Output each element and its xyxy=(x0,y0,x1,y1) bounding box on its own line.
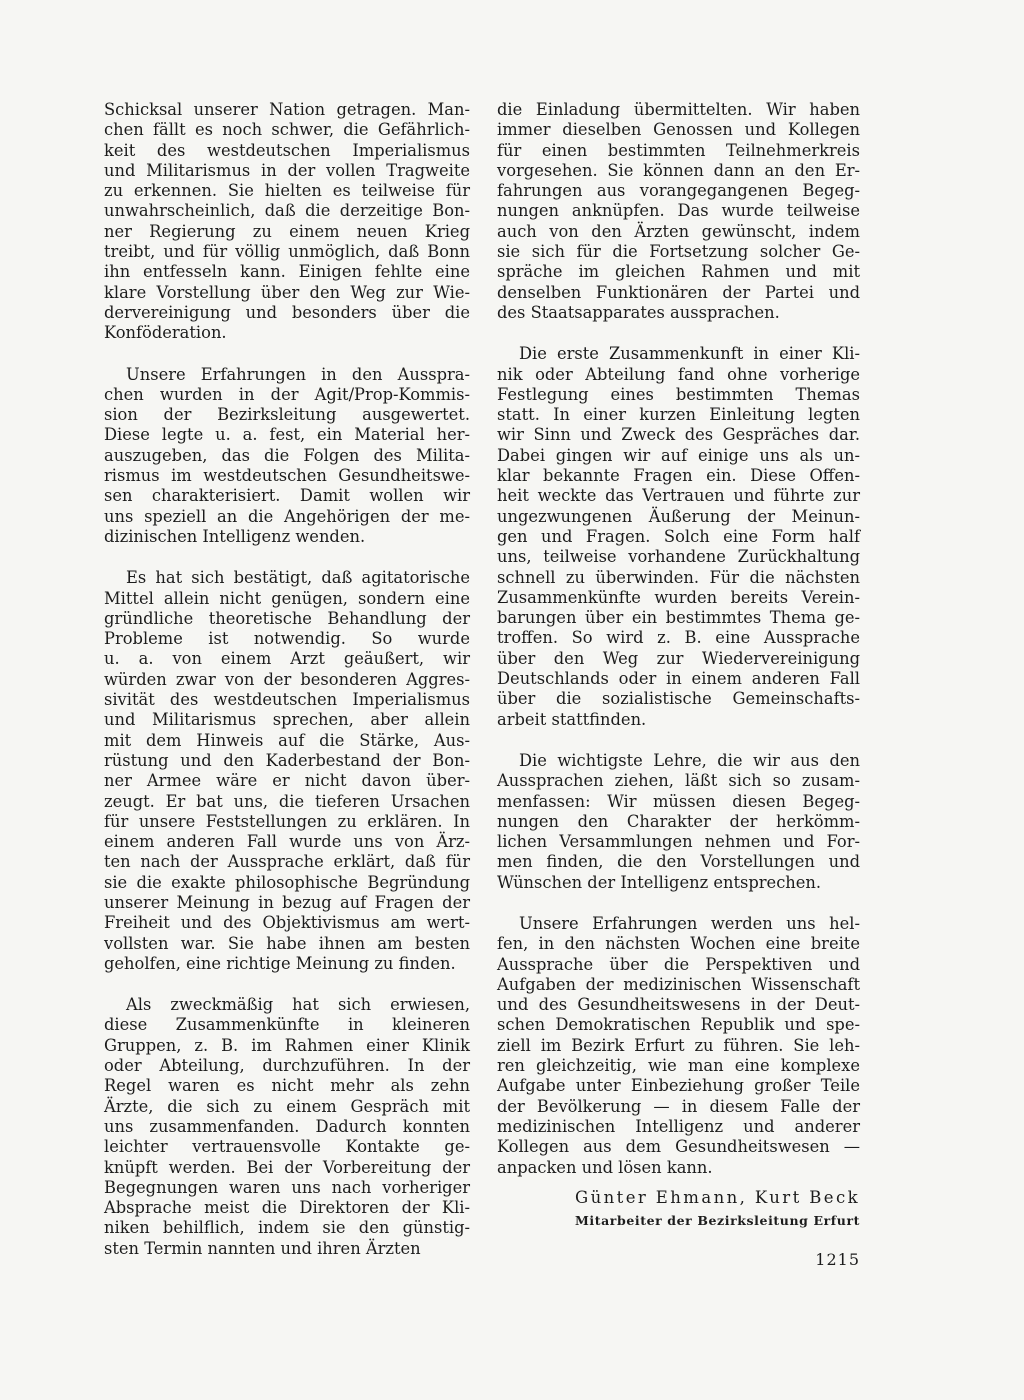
left-column xyxy=(104,100,470,1259)
text-line: der Bevölkerung — in diesem Falle der xyxy=(497,1096,860,1116)
text-line: arbeit stattfinden. xyxy=(497,709,647,729)
text-line: u. a. von einem Arzt geäußert, wir xyxy=(104,649,470,669)
paragraph xyxy=(497,914,860,1178)
text-line: für unsere Feststellungen zu erklären. In xyxy=(104,811,470,831)
text-line: sten Termin nannten und ihren Ärzten xyxy=(104,1238,421,1258)
text-line: Freiheit und des Objektivismus am wert- xyxy=(104,913,470,933)
text-line: anpacken und lösen kann. xyxy=(497,1157,713,1177)
text-line: Aussprachen ziehen, läßt sich so zusam- xyxy=(497,771,860,791)
text-line: Dabei gingen wir auf einige uns als un- xyxy=(497,445,860,465)
text-line: nik oder Abteilung fand ohne vorherige xyxy=(497,364,860,384)
text-line: sion der Bezirksleitung ausgewertet. xyxy=(104,405,470,425)
text-line: ungezwungenen Äußerung der Meinun- xyxy=(497,506,860,526)
text-line: uns zusammenfanden. Dadurch konnten xyxy=(104,1116,470,1136)
text-line: fen, in den nächsten Wochen eine breite xyxy=(497,934,860,954)
text-line: geholfen, eine richtige Meinung zu finden. xyxy=(104,953,456,973)
text-line: schen Demokratischen Republik und spe- xyxy=(497,1015,860,1035)
text-line: wir Sinn und Zweck des Gespräches dar. xyxy=(497,425,860,445)
text-line: mit dem Hinweis auf die Stärke, Aus- xyxy=(104,730,470,750)
text-line: knüpft werden. Bei der Vorbereitung der xyxy=(104,1157,470,1177)
text-line: heit weckte das Vertrauen und führte zur xyxy=(497,486,860,506)
text-line: oder Abteilung, durchzuführen. In der xyxy=(104,1056,470,1076)
text-line: Zusammenkünfte wurden bereits Verein- xyxy=(497,587,860,607)
text-line: Aufgabe unter Einbeziehung großer Teile xyxy=(497,1076,860,1096)
paragraph xyxy=(497,100,860,323)
text-line: Deutschlands oder in einem anderen Fall xyxy=(497,669,860,689)
text-line: und Militarismus sprechen, aber allein xyxy=(104,710,470,730)
text-line: Kollegen aus dem Gesundheitswesen — xyxy=(497,1137,860,1157)
text-line: menfassen: Wir müssen diesen Begeg- xyxy=(497,791,860,811)
text-line: die Einladung übermittelten. Wir haben xyxy=(497,100,860,119)
text-line: nungen den Charakter der herkömm- xyxy=(497,811,860,831)
text-line: einem anderen Fall wurde uns von Ärz- xyxy=(104,832,470,852)
text-line: Schicksal unserer Nation getragen. Man- xyxy=(104,100,470,119)
text-line: Aussprache über die Perspektiven und xyxy=(497,954,860,974)
text-line: men finden, die den Vorstellungen und xyxy=(497,852,860,872)
text-line: auch von den Ärzten gewünscht, indem xyxy=(497,221,860,241)
text-line: zeugt. Er bat uns, die tieferen Ursachen xyxy=(104,791,470,811)
text-line: dervereinigung und besonders über die xyxy=(104,302,470,322)
text-line: dizinischen Intelligenz wenden. xyxy=(104,526,366,546)
text-line: ner Armee wäre er nicht davon über- xyxy=(104,771,470,791)
text-line: Diese legte u. a. fest, ein Material her- xyxy=(104,425,470,445)
text-line: vorgesehen. Sie können dann an den Er- xyxy=(497,160,860,180)
text-line: chen wurden in der Agit/Prop-Kommis- xyxy=(104,384,470,404)
text-line: unserer Meinung in bezug auf Fragen der xyxy=(104,892,470,912)
text-line: Aufgaben der medizinischen Wissenschaft xyxy=(497,974,860,994)
text-line: Die erste Zusammenkunft in einer Kli- xyxy=(519,344,860,364)
text-line: über die sozialistische Gemeinschafts- xyxy=(497,689,860,709)
page-number: 1215 xyxy=(815,1250,860,1269)
right-column xyxy=(497,100,860,1178)
text-line: und Militarismus in der vollen Tragweite xyxy=(104,160,470,180)
paragraph xyxy=(104,100,470,344)
text-line: lichen Versammlungen nehmen und For- xyxy=(497,832,860,852)
text-line: zu erkennen. Sie hielten es teilweise für xyxy=(104,181,470,201)
text-line: fahrungen aus vorangegangenen Begeg- xyxy=(497,181,860,201)
text-line: troffen. So wird z. B. eine Aussprache xyxy=(497,628,860,648)
text-line: würden zwar von der besonderen Aggres- xyxy=(104,669,470,689)
text-line: Ärzte, die sich zu einem Gespräch mit xyxy=(104,1096,470,1116)
text-line: auszugeben, das die Folgen des Milita- xyxy=(104,445,470,465)
text-line: Es hat sich bestätigt, daß agitatorische xyxy=(126,568,470,588)
paragraph xyxy=(497,751,860,893)
text-line: denselben Funktionären der Partei und xyxy=(497,282,860,302)
text-line: gen und Fragen. Solch eine Form half xyxy=(497,526,860,546)
text-line: ihn entfesseln kann. Einigen fehlte eine xyxy=(104,262,470,282)
text-line: spräche im gleichen Rahmen und mit xyxy=(497,262,860,282)
text-line: sie die exakte philosophische Begründung xyxy=(104,872,470,892)
text-line: ner Regierung zu einem neuen Krieg xyxy=(104,221,470,241)
text-line: Unsere Erfahrungen in den Ausspra- xyxy=(126,364,470,384)
text-line: immer dieselben Genossen und Kollegen xyxy=(497,120,860,140)
text-line: Begegnungen waren uns nach vorheriger xyxy=(104,1177,470,1197)
paragraph xyxy=(104,995,470,1259)
text-line: sivität des westdeutschen Imperialismus xyxy=(104,690,470,710)
text-line: über den Weg zur Wiedervereinigung xyxy=(497,648,860,668)
text-line: nungen anknüpfen. Das wurde teilweise xyxy=(497,201,860,221)
text-line: treibt, und für völlig unmöglich, daß Bonn xyxy=(104,242,470,262)
text-line: leichter vertrauensvolle Kontakte ge- xyxy=(104,1137,470,1157)
text-line: Probleme ist notwendig. So wurde xyxy=(104,629,470,649)
text-line: Regel waren es nicht mehr als zehn xyxy=(104,1076,470,1096)
text-line: sen charakterisiert. Damit wollen wir xyxy=(104,486,470,506)
text-line: uns, teilweise vorhandene Zurückhaltung xyxy=(497,547,860,567)
text-line: diese Zusammenkünfte in kleineren xyxy=(104,1015,470,1035)
text-line: des Staatsapparates aussprachen. xyxy=(497,302,780,322)
text-line: klare Vorstellung über den Weg zur Wie- xyxy=(104,282,470,302)
text-line: Mittel allein nicht genügen, sondern eine xyxy=(104,588,470,608)
text-line: Wünschen der Intelligenz entsprechen. xyxy=(497,872,822,892)
text-line: Konföderation. xyxy=(104,323,227,343)
text-line: niken behilflich, indem sie den günstig- xyxy=(104,1218,470,1238)
text-line: ziell im Bezirk Erfurt zu führen. Sie leh- xyxy=(497,1035,860,1055)
paragraph xyxy=(104,365,470,548)
text-line: uns speziell an die Angehörigen der me- xyxy=(104,506,470,526)
text-line: und des Gesundheitswesens in der Deut- xyxy=(497,995,860,1015)
text-line: medizinischen Intelligenz und anderer xyxy=(497,1116,860,1136)
author-names: Günter Ehmann, Kurt Beck xyxy=(575,1188,860,1207)
text-line: vollsten war. Sie habe ihnen am besten xyxy=(104,933,470,953)
text-line: Unsere Erfahrungen werden uns hel- xyxy=(519,913,860,933)
text-line: unwahrscheinlich, daß die derzeitige Bon- xyxy=(104,201,470,221)
text-line: Absprache meist die Direktoren der Kli- xyxy=(104,1198,470,1218)
text-line: ren gleichzeitig, wie man eine komplexe xyxy=(497,1056,860,1076)
text-line: für einen bestimmten Teilnehmerkreis xyxy=(497,140,860,160)
paragraph xyxy=(497,344,860,730)
text-line: chen fällt es noch schwer, die Gefährlich- xyxy=(104,120,470,140)
text-line: Die wichtigste Lehre, die wir aus den xyxy=(519,750,860,770)
text-line: rismus im westdeutschen Gesundheitswe- xyxy=(104,466,470,486)
text-line: barungen über ein bestimmtes Thema ge- xyxy=(497,608,860,628)
signature-block xyxy=(497,1188,860,1228)
text-line: sie sich für die Fortsetzung solcher Ge- xyxy=(497,242,860,262)
text-line: ten nach der Aussprache erklärt, daß für xyxy=(104,852,470,872)
text-line: Gruppen, z. B. im Rahmen einer Klinik xyxy=(104,1035,470,1055)
text-line: Als zweckmäßig hat sich erwiesen, xyxy=(126,995,470,1015)
text-line: gründliche theoretische Behandlung der xyxy=(104,608,470,628)
author-role: Mitarbeiter der Bezirksleitung Erfurt xyxy=(574,1213,860,1228)
text-line: keit des westdeutschen Imperialismus xyxy=(104,140,470,160)
text-line: klar bekannte Fragen ein. Diese Offen- xyxy=(497,466,860,486)
text-line: schnell zu überwinden. Für die nächsten xyxy=(497,567,860,587)
text-line: Festlegung eines bestimmten Themas xyxy=(497,384,860,404)
paragraph xyxy=(104,568,470,974)
text-line: statt. In einer kurzen Einleitung legten xyxy=(497,405,860,425)
text-line: rüstung und den Kaderbestand der Bon- xyxy=(104,750,470,770)
